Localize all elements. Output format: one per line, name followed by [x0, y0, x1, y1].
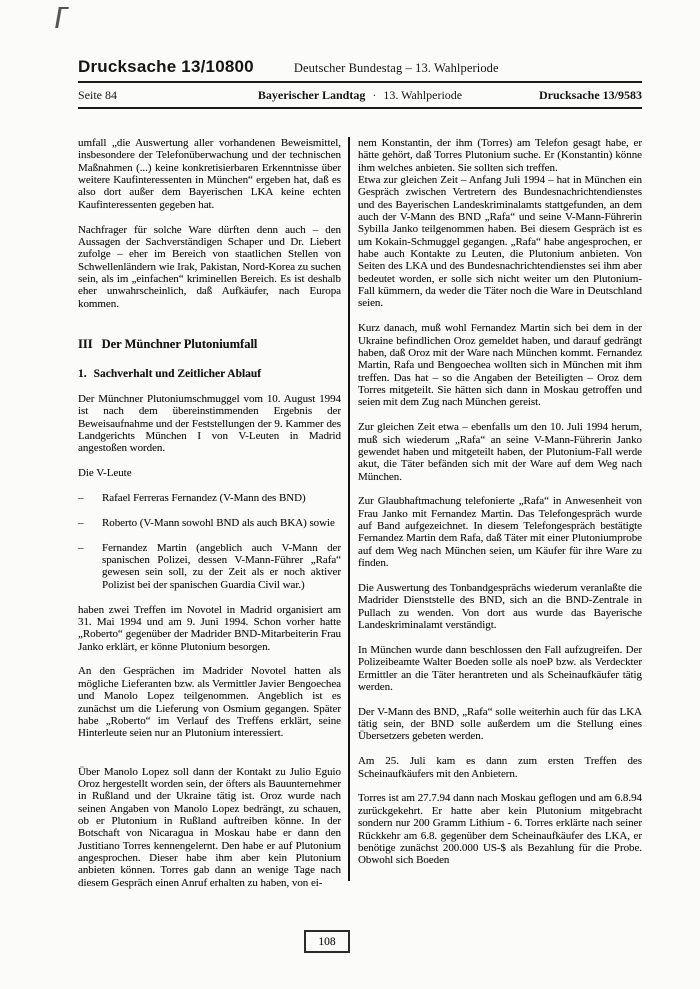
paragraph: Nachfrager für solche Ware dürften denn auch – den Aussagen der Sachverständigen Schaper und Dr. Liebert zufolge – eher im Bereich von staatlichen Stellen von Schwellenländern wie Irak, Pakistan, Nord-Korea zu suchen sein, als im „einfachen“ kriminellen Bereich. Es ist deshalb eher unwahrscheinlich, daß Aufkäufer, nach Europa kommen.	[78, 223, 341, 310]
left-column	[78, 137, 341, 889]
paragraph: Der V-Mann des BND, „Rafa“ solle weiterhin auch für das LKA tätig sein, der BND solle außerdem um die Stellung eines Übersetzers gebeten werden.	[358, 705, 642, 743]
list-dash: –	[78, 516, 84, 529]
list-dash: –	[78, 492, 84, 505]
section-title: Der Münchner Plutoniumfall	[101, 336, 258, 351]
landtag-header	[78, 88, 642, 107]
paragraph: In München wurde dann beschlossen den Fall aufzugreifen. Der Polizeibeamte Walter Boeden solle als noeP bzw. als Verdeckter Ermittler an die Täter herantreten und als Scheinaufkäufer tätig werden.	[358, 643, 642, 693]
column-divider-rule	[348, 137, 350, 881]
paragraph: Etwa zur gleichen Zeit – Anfang Juli 1994 – hat in München ein Gespräch zwischen Vertretern des Bundesnachrichtendienstes und des Bayerischen Landeskriminalamts stattgefunden, an dem auch der V-Mann des BND „Rafa“ und seine V-Mann-Führerin Sybilla Janko teilgenommen haben. Bei diesem Gespräch ist es um Kokain-Schmuggel gegangen. „Rafa“ habe angesprochen, er habe auch Kontakte zu Leuten, die Plutonium anbieten. Von Seiten des LKA und des Bundesnachrichtendienstes sei ihm aber bedeutet worden, er solle sich nicht weiter um den Plutonium-Fall kümmern, da weder die Täter noch die Ware in Deutschland seien.	[358, 174, 642, 310]
subsection-title: Sachverhalt und Zeitlicher Ablauf	[93, 367, 262, 380]
paragraph: umfall „die Auswertung aller vorhandenen Beweismittel, insbesondere der Telefonüberwachung und der technischen Maßnahmen (...) keine konkretisierbaren Erkenntnisse über weitere Kaufinteressenten in München“ ergeben hat, daß es also dort außer dem Bayerischen LKA keine echten Kaufinteressenten gegeben hat.	[78, 137, 341, 211]
page-number: 108	[318, 935, 336, 948]
list-item-text: Fernandez Martin (angeblich auch V-Mann der spanischen Polizei, dessen V-Mann-Führer „Rafa“ gewesen sein soll, zu der Zeit als er noch aktiver Polizist bei der spanischen Guardia Civil war.)	[102, 541, 341, 591]
paragraph: Über Manolo Lopez soll dann der Kontakt zu Julio Eguio Oroz hergestellt worden sein, der öfters als Bauunternehmer in Rußland und der Ukraine tätig ist. Oroz wurde nach seinen Angaben von Manolo Lopez bedrängt, zu schauen, ob er Plutonium in Rußland auftreiben könne. In der Botschaft von Nicaragua in Moskau habe er dann den Justitiano Torres kennengelernt. Den habe er auf Plutonium angesprochen. Dieser habe ihm aber kein Plutonium anbieten können. Torres gab dann an wenige Tage nach diesem Gespräch einen Anruf erhalten zu haben, von ei-	[78, 765, 341, 889]
paragraph: Die Auswertung des Tonbandgesprächs wiederum veranlaßte die Madrider Dienststelle des BND, sich an die BND-Zentrale in Pullach zu wenden. Von dort aus wurde das Bayerische Landeskriminalamt verständigt.	[358, 582, 642, 632]
subsection-heading	[78, 368, 341, 380]
paragraph: nem Konstantin, der ihm (Torres) am Telefon gesagt habe, er hätte gehört, daß Torres Plutonium suche. Er (Konstantin) könne ihm welches anbieten. Sie sollten sich treffen.	[358, 137, 642, 174]
list-dash: –	[78, 541, 84, 554]
paragraph: Am 25. Juli kam es dann zum ersten Treffen des Scheinaufkäufers mit den Anbietern.	[358, 755, 642, 780]
section-number: III	[78, 336, 93, 351]
page-number-box	[304, 930, 350, 953]
header-rule-top	[78, 81, 642, 83]
paragraph: Kurz danach, muß wohl Fernandez Martin sich bei dem in der Ukraine befindlichen Oroz gemeldet haben, und darauf gedrängt haben, daß Oroz mit der Ware nach München kommt. Fernandez Martin, Rafa und Bengoechea wollten sich in München mit ihm treffen. Das hat – so die Angaben der Beteiligten – Oroz dem Torres mitgeteilt. Sie hätten sich dann in Moskau getroffen und seien mit dem Zug nach München gereist.	[358, 322, 642, 409]
paragraph: Der Münchner Plutoniumschmuggel vom 10. August 1994 ist nach dem übereinstimmenden Ergebnis der Beweisaufnahme und der Feststellungen der 9. Kammer des Landgerichts München I von V-Leuten in Madrid angestoßen worden.	[78, 392, 341, 455]
right-column	[358, 137, 642, 867]
list-item	[78, 542, 341, 591]
list-item	[78, 517, 341, 529]
landtag-title	[218, 88, 502, 103]
list-item-text: Rafael Ferreras Fernandez (V-Mann des BND)	[102, 492, 306, 505]
subsection-number: 1.	[78, 367, 87, 380]
two-column-body	[78, 137, 642, 889]
landtag-name: Bayerischer Landtag	[257, 88, 366, 102]
page-label: Seite 84	[78, 88, 117, 102]
header-separator-dot: ·	[372, 88, 377, 102]
scan-artifact	[55, 7, 69, 28]
list-intro: Die V-Leute	[78, 467, 132, 480]
paragraph: An den Gesprächen im Madrider Novotel hatten als mögliche Lieferanten bzw. als Vermittler Javier Bengoechea und Manolo Lopez teilgenommen. Angeblich ist es zunächst um die Lieferung von Osmium gegangen. Später habe „Roberto“ im Verlauf des Treffens erklärt, seine Hinterleute seien nur an Plutonium interessiert.	[78, 665, 341, 740]
list-item	[78, 492, 341, 504]
bundestag-label: Deutscher Bundestag – 13. Wahlperiode	[293, 61, 499, 75]
header-rule-bottom	[78, 107, 642, 109]
paragraph: Zur gleichen Zeit etwa – ebenfalls um den 10. Juli 1994 herum, muß sich wiederum „Rafa“ an seine V-Mann-Führerin Janko gewendet haben und mitgeteilt haben, der Plutonium-Fall werde akut, die Täter befänden sich mit der Ware auf dem Weg nach München.	[358, 421, 642, 483]
list-item-text: Roberto (V-Mann sowohl BND als auch BKA) sowie	[102, 516, 335, 529]
bundestag-doc-number: Drucksache 13/10800	[78, 57, 254, 76]
paragraph: haben zwei Treffen im Novotel in Madrid organisiert am 31. Mai 1994 und am 9. Juni 1994. Schon vorher hatte „Roberto“ gegenüber der Madrider BND-Mitarbeiterin Frau Janko erklärt, er könne Plutonium besorgen.	[78, 603, 341, 653]
paragraph: Torres ist am 27.7.94 dann nach Moskau geflogen und am 6.8.94 zurückgekehrt. Er hatte aber kein Plutonium mitgebracht sondern nur 200 Gramm Lithium - 6. Torres erklärte nach seiner Rückkehr am 6.8. gegenüber dem Scheinaufkäufer des LKA, er benötige zunächst 200.000 US-$ als Bezahlung für die Probe. Obwohl sich Boeden	[358, 792, 642, 867]
landtag-doc-number: Drucksache 13/9583	[539, 88, 642, 102]
wahlperiode-label: 13. Wahlperiode	[383, 88, 463, 102]
section-heading	[78, 337, 341, 352]
bundestag-header	[78, 0, 642, 77]
paragraph: Zur Glaubhaftmachung telefonierte „Rafa“ in Anwesenheit von Frau Janko mit Fernandez Martin. Das Telefongespräch wurde auf Band aufgezeichnet. In diesem Telefongespräch bestätigte Fernandez Martin dem Rafa, daß Täter mit einer Plutoniumprobe auf dem Weg nach München seien, um Käufer für ihre Ware zu finden.	[358, 495, 642, 570]
